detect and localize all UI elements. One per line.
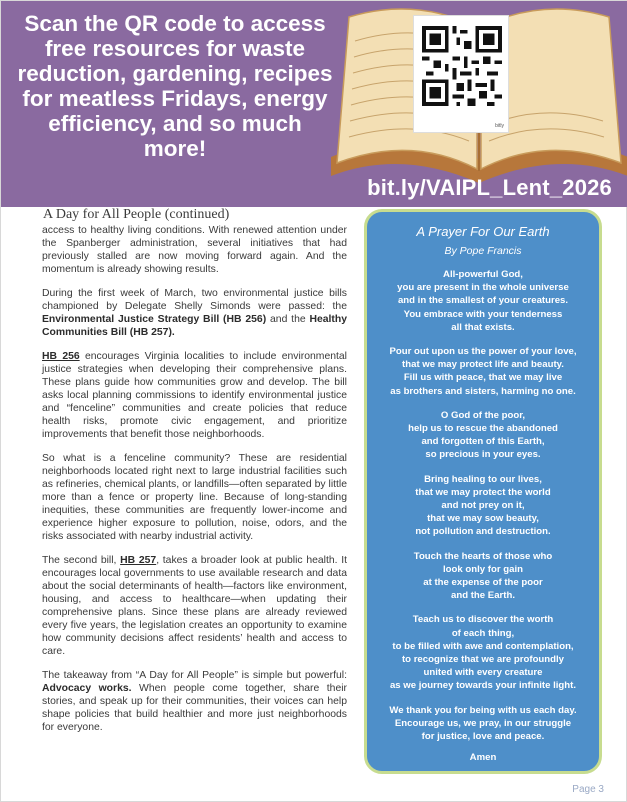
prayer-line: that we may sow beauty, xyxy=(427,513,539,525)
prayer-line: that we may protect life and beauty. xyxy=(402,359,564,371)
prayer-line: O God of the poor, xyxy=(440,409,526,421)
prayer-line: you are present in the whole universe xyxy=(397,282,569,294)
prayer-line: Bring healing to our lives, xyxy=(424,473,542,485)
prayer-stanza xyxy=(367,550,599,603)
prayer-author: By Pope Francis xyxy=(444,245,522,257)
prayer-stanza xyxy=(367,268,599,334)
qr-caption: bitly xyxy=(495,123,504,129)
prayer-line: that we may protect the world xyxy=(415,486,551,498)
hb256-link[interactable]: HB 256 xyxy=(42,351,80,362)
prayer-line: All-powerful God, xyxy=(443,269,523,280)
prayer-line: Teach us to discover the worth xyxy=(412,614,554,626)
prayer-stanza xyxy=(367,345,599,398)
prayer-line: We thank you for being with us each day. xyxy=(389,704,577,716)
prayer-stanza xyxy=(367,704,599,744)
resources-banner xyxy=(1,1,627,207)
prayer-line: and in the smallest of your creatures. xyxy=(397,295,569,307)
prayer-line: as we journey towards your infinite light. xyxy=(389,680,577,692)
qr-code[interactable] xyxy=(413,15,509,133)
hb257-link[interactable]: HB 257 xyxy=(120,555,157,566)
prayer-line: Encourage us, we pray, in our struggle xyxy=(394,717,572,729)
banner-headline: Scan the QR code to access free resources for waste reduction, gardening, recipes for meatless Fridays, energy efficiency, and so much more! xyxy=(17,11,333,161)
prayer-box xyxy=(364,209,602,774)
prayer-line: all that exists. xyxy=(451,321,515,333)
prayer-title: A Prayer For Our Earth xyxy=(416,224,550,239)
article-paragraph: The takeaway from “A Day for All People” is simple but powerful: Advocacy works. When people come together, share their stories, and speak up for their communities, their voices can help shape policies that build healthier and more just neighborhoods for everyone. xyxy=(42,670,347,733)
resources-link[interactable]: bit.ly/VAIPL_Lent_2026 xyxy=(367,175,612,200)
article-paragraph: HB 256 encourages Virginia localities to include environmental justice strategies when developing their comprehensive plans. These plans guide how communities grow and develop. The bill asks local planning commissions to identify environmental justice and “fenceline” communities and create policies that reduce health risks, promote civic engagement, and prioritize improvements that benefit those neighborhoods. xyxy=(42,351,347,440)
prayer-text xyxy=(367,268,599,743)
prayer-line: not pollution and destruction. xyxy=(415,526,551,538)
prayer-stanza xyxy=(367,613,599,692)
prayer-line: at the expense of the poor xyxy=(423,577,543,589)
prayer-line: to recognize that we are profoundly xyxy=(401,654,565,666)
prayer-line: for justice, love and peace. xyxy=(421,731,545,743)
prayer-line: united with every creature xyxy=(423,667,543,679)
prayer-line: and forgotten of this Earth, xyxy=(421,436,545,448)
prayer-line: as brothers and sisters, harming no one. xyxy=(390,385,576,397)
prayer-line: Fill us with peace, that we may live xyxy=(403,372,563,384)
prayer-line: and the Earth. xyxy=(451,590,515,602)
prayer-line: Pour out upon us the power of your love, xyxy=(389,346,577,358)
article-body xyxy=(42,224,347,745)
article-paragraph: So what is a fenceline community? These are residential neighborhoods located right next to large industrial facilities such as refineries, chemical plants, or landfills—often separated by little more than a fence or property line. Because of long-standing inequities, these communities are frequently lower-income and experience higher exposure to pollution, noise, odors, and the risks associated with nearby industrial activity. xyxy=(42,453,347,542)
prayer-line: of each thing, xyxy=(451,627,515,639)
prayer-line: and not prey on it, xyxy=(441,500,525,512)
prayer-line: help us to rescue the abandoned xyxy=(408,423,558,435)
page-number: Page 3 xyxy=(572,784,604,795)
prayer-line: You embrace with your tenderness xyxy=(403,308,563,320)
prayer-amen: Amen xyxy=(469,752,497,764)
prayer-stanza xyxy=(367,473,599,539)
prayer-line: to be filled with awe and contemplation, xyxy=(392,640,574,652)
article-paragraph: access to healthy living conditions. With renewed attention under the Spanberger administration, several initiatives that had previously stalled are now moving forward again. And the momentum is already showing results. xyxy=(42,225,347,275)
prayer-line: look only for gain xyxy=(443,563,523,575)
article-paragraph: During the first week of March, two environmental justice bills championed by Delegate Shelly Simonds were passed: the Environmental Justice Strategy Bill (HB 256) and the Healthy Communities Bill (HB 257). xyxy=(42,288,348,338)
prayer-line: so precious in your eyes. xyxy=(425,449,541,461)
prayer-stanza xyxy=(367,409,599,462)
article-title: A Day for All People (continued) xyxy=(43,207,230,222)
article-paragraph: The second bill, HB 257, takes a broader look at public health. It encourages local governments to use available research and data about the social determinants of health—factors like environment, housing, and access to healthcare—when updating their comprehensive plans. Since these plans are already reviewed every five years, the legislation creates an opportunity to examine how community decisions affect residents’ health and access to care. xyxy=(42,555,347,657)
prayer-line: Touch the hearts of those who xyxy=(413,550,553,562)
